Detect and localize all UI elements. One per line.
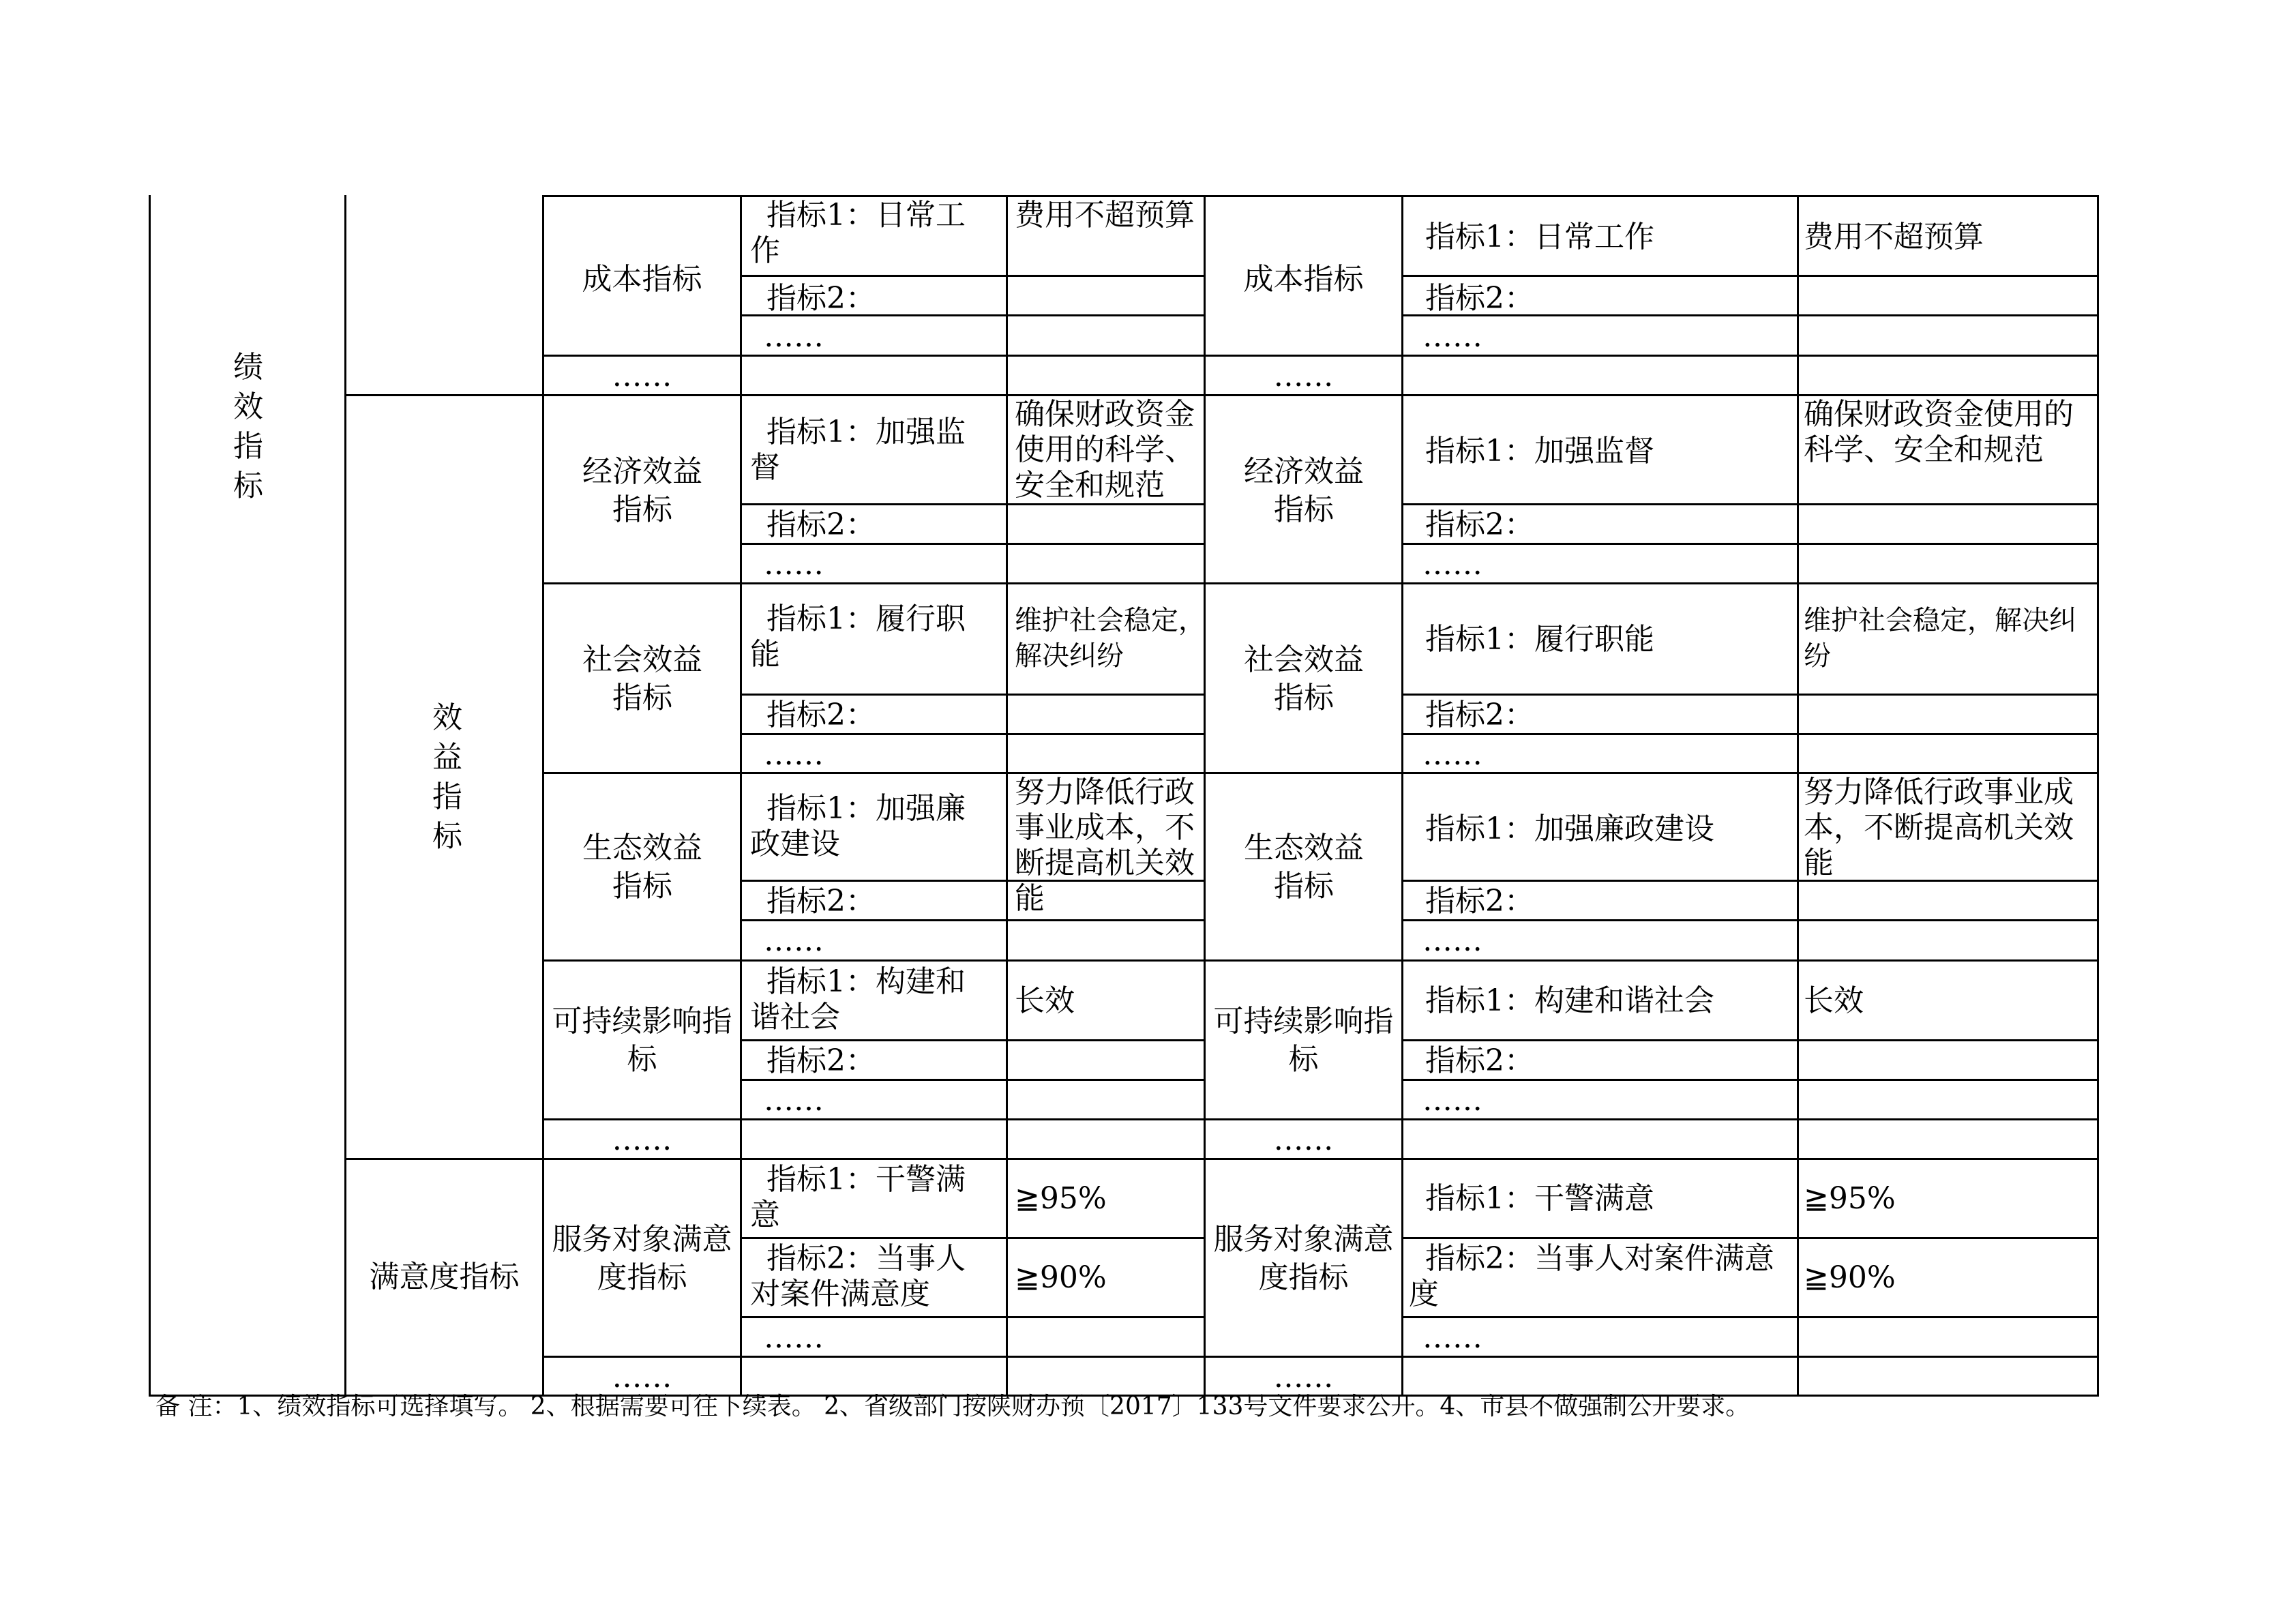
more-category-benefit-right: …… [1273, 1122, 1334, 1157]
more-social-right: …… [1422, 737, 1482, 772]
category-economic-right: 经济效益指标 [1244, 454, 1364, 527]
indicator1-social-right: 指标1：履行职能 [1425, 622, 1654, 657]
indicator1-economic-right: 指标1：加强监督 [1425, 434, 1654, 468]
grid-line [740, 195, 742, 1397]
indicator2-cost-left: 指标2： [766, 281, 876, 316]
value1-social-right: 维护社会稳定，解决纠纷 [1804, 605, 2076, 672]
more-ecological-left: …… [764, 923, 824, 958]
category-satisfaction-left: 服务对象满意度指标 [552, 1222, 732, 1295]
indicator2-economic-right: 指标2： [1425, 507, 1534, 542]
category-social-left: 社会效益指标 [582, 642, 702, 715]
grid-line [344, 195, 346, 1397]
category-cost-left: 成本指标 [582, 262, 702, 297]
grid-line [1401, 1237, 2099, 1239]
more-cost-left: …… [764, 319, 824, 354]
value1-sustainable-left: 长效 [1015, 983, 1075, 1018]
indicator2-social-right: 指标2： [1425, 698, 1534, 732]
indicator1-economic-left: 指标1：加强监督 [750, 415, 966, 485]
level2-label-benefit: 效益指标 [432, 700, 462, 854]
value2-satisfaction-right: ≧90% [1804, 1260, 1896, 1295]
more-category-cost-left: …… [612, 359, 672, 393]
level1-label: 绩效指标 [233, 350, 263, 503]
indicator1-sustainable-right: 指标1：构建和谐社会 [1425, 983, 1714, 1018]
more-category-satisfaction-right: …… [1273, 1360, 1334, 1395]
value1-cost-right: 费用不超预算 [1804, 220, 1984, 254]
indicator2-satisfaction-left: 指标2：当事人对案件满意度 [750, 1241, 966, 1311]
value1-satisfaction-left: ≧95% [1015, 1181, 1107, 1216]
indicator2-social-left: 指标2： [766, 698, 876, 732]
category-sustainable-right: 可持续影响指标 [1213, 1004, 1394, 1077]
indicator1-satisfaction-right: 指标1：干警满意 [1425, 1181, 1654, 1216]
value2-satisfaction-left: ≧90% [1015, 1260, 1107, 1295]
grid-line [1401, 503, 2099, 505]
indicator1-ecological-right: 指标1：加强廉政建设 [1425, 812, 1714, 846]
grid-line [1401, 1316, 2099, 1318]
value1-cost-left: 费用不超预算 [1015, 198, 1195, 233]
grid-line [1401, 1039, 2099, 1041]
more-sustainable-left: …… [764, 1083, 824, 1118]
grid-line [740, 1237, 1206, 1239]
more-category-satisfaction-left: …… [612, 1360, 672, 1395]
indicator2-economic-left: 指标2： [766, 507, 876, 542]
more-cost-right: …… [1422, 319, 1482, 354]
grid-line [740, 1039, 1206, 1041]
grid-line [740, 1316, 1206, 1318]
more-sustainable-right: …… [1422, 1083, 1482, 1118]
value1-economic-right: 确保财政资金使用的科学、安全和规范 [1804, 397, 2074, 467]
value1-social-left: 维护社会稳定，解决纠纷 [1015, 605, 1206, 672]
grid-line [1006, 195, 1008, 1397]
more-economic-left: …… [764, 547, 824, 582]
indicator2-ecological-left: 指标2： [766, 884, 876, 919]
indicator1-social-left: 指标1：履行职能 [750, 601, 966, 672]
value1-satisfaction-right: ≧95% [1804, 1181, 1896, 1216]
footnote: 备 注：1、绩效指标可选择填写。 2、根据需要可往下续表。 2、省级部门按陕财办预〔2017〕133号文件要求公开。4、市县不做强制公开要求。 [155, 1393, 1750, 1420]
grid-line [1401, 694, 2099, 696]
indicator1-ecological-left: 指标1：加强廉政建设 [750, 791, 966, 861]
grid-line [1401, 195, 1403, 1397]
indicator1-cost-right: 指标1：日常工作 [1425, 220, 1654, 254]
indicator1-sustainable-left: 指标1：构建和谐社会 [750, 964, 966, 1034]
level2-label-satisfaction: 满意度指标 [369, 1260, 520, 1294]
more-satisfaction-left: …… [764, 1320, 824, 1355]
indicator2-satisfaction-right: 指标2：当事人对案件满意度 [1409, 1241, 1774, 1311]
indicator1-cost-left: 指标1：日常工作 [750, 198, 966, 268]
table-border-right [2097, 195, 2099, 1397]
more-category-cost-right: …… [1273, 359, 1334, 393]
indicator2-sustainable-right: 指标2： [1425, 1043, 1534, 1078]
indicator2-cost-right: 指标2： [1425, 281, 1534, 316]
value1-sustainable-right: 长效 [1804, 983, 1864, 1018]
value1-ecological-right: 努力降低行政事业成本，不断提高机关效能 [1804, 775, 2074, 880]
indicator1-satisfaction-left: 指标1：干警满意 [750, 1162, 966, 1232]
grid-line [1401, 275, 2099, 277]
category-ecological-left: 生态效益指标 [582, 831, 702, 904]
grid-line [740, 503, 1206, 505]
category-satisfaction-right: 服务对象满意度指标 [1213, 1222, 1394, 1295]
value1-ecological-left: 努力降低行政事业成本，不断提高机关效能 [1015, 775, 1195, 916]
more-social-left: …… [764, 737, 824, 772]
table-border-left [149, 195, 151, 1397]
grid-line [740, 694, 1206, 696]
category-social-right: 社会效益指标 [1244, 642, 1364, 715]
value1-economic-left: 确保财政资金使用的科学、安全和规范 [1015, 397, 1195, 503]
more-ecological-right: …… [1422, 923, 1482, 958]
more-category-benefit-left: …… [612, 1122, 672, 1157]
indicator2-ecological-right: 指标2： [1425, 884, 1534, 919]
category-cost-right: 成本指标 [1243, 262, 1364, 297]
grid-line [1401, 880, 2099, 882]
grid-line [1797, 195, 1799, 1397]
grid-line [740, 275, 1206, 277]
indicator2-sustainable-left: 指标2： [766, 1043, 876, 1078]
table-border-top [542, 195, 2099, 197]
category-economic-left: 经济效益指标 [582, 454, 702, 527]
category-sustainable-left: 可持续影响指标 [552, 1004, 732, 1077]
more-economic-right: …… [1422, 547, 1482, 582]
more-satisfaction-right: …… [1422, 1320, 1482, 1355]
category-ecological-right: 生态效益指标 [1244, 831, 1364, 904]
